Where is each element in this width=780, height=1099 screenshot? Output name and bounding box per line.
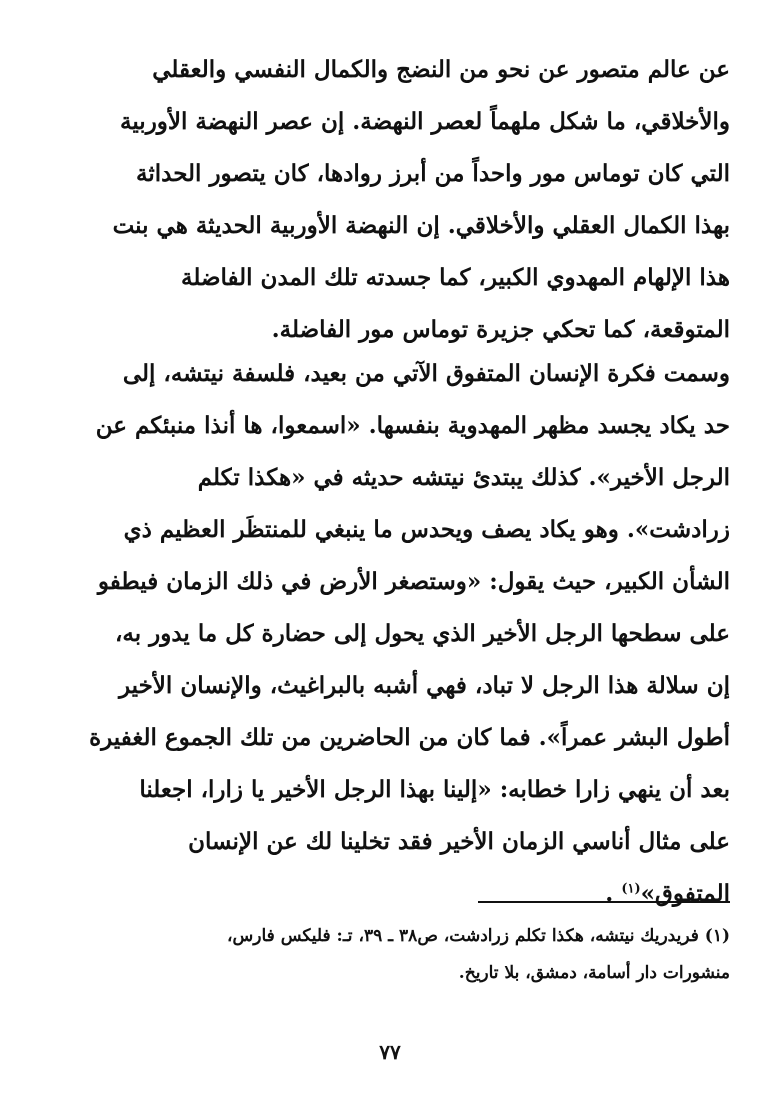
- text-line: الرجل الأخير». كذلك يبتدئ نيتشه حديثه في «هكذا تكلم: [197, 464, 730, 491]
- text-line: إن سلالة هذا الرجل لا تباد، فهي أشبه بالبراغيث، والإنسان الأخير: [118, 672, 730, 699]
- text-line: عن عالم متصور عن نحو من النضج والكمال النفسي والعقلي: [152, 56, 730, 83]
- paragraph-2: [68, 348, 730, 920]
- text-line-last: [68, 868, 730, 920]
- footnote: [68, 918, 730, 992]
- text-line: المتوقعة، كما تحكي جزيرة توماس مور الفاضلة.: [271, 316, 730, 343]
- text-line: على مثال أناسي الزمان الأخير فقد تخلينا لك عن الإنسان: [188, 828, 730, 855]
- text-line: والأخلاقي، ما شكل ملهماً لعصر النهضة. إن عصر النهضة الأوربية: [120, 108, 730, 135]
- text-line: بهذا الكمال العقلي والأخلاقي. إن النهضة الأوربية الحديثة هي بنت: [112, 212, 730, 239]
- last-line-end: .: [605, 880, 614, 907]
- text-line: على سطحها الرجل الأخير الذي يحول إلى حضارة كل ما يدور به،: [114, 620, 730, 647]
- text-line: أطول البشر عمراً». فما كان من الحاضرين من تلك الجموع الغفيرة: [89, 724, 730, 751]
- footnote-line: (١) فريدريك نيتشه، هكذا تكلم زرادشت، ص٣٨ ـ ٣٩، تـ: فليكس فارس،: [227, 926, 730, 946]
- text-line: الشأن الكبير، حيث يقول: «وستصغر الأرض في ذلك الزمان فيطفو: [97, 568, 730, 595]
- last-line-text: المتفوق»: [640, 880, 730, 907]
- paragraph-1: [68, 44, 730, 356]
- text-line: حد يكاد يجسد مظهر المهدوية بنفسها. «اسمعوا، ها أنذا منبئكم عن: [95, 412, 730, 439]
- footnote-separator: [478, 901, 730, 903]
- text-line: زرادشت». وهو يكاد يصف ويحدس ما ينبغي للمنتظَر العظيم ذي: [123, 516, 730, 543]
- text-line: التي كان توماس مور واحداً من أبرز روادها، كان يتصور الحداثة: [136, 160, 730, 187]
- footnote-line: منشورات دار أسامة، دمشق، بلا تاريخ.: [458, 963, 730, 983]
- text-line: وسمت فكرة الإنسان المتفوق الآتي من بعيد، فلسفة نيتشه، إلى: [122, 360, 730, 387]
- footnote-reference[interactable]: (١): [621, 881, 641, 897]
- text-line: بعد أن ينهي زارا خطابه: «إلينا بهذا الرجل الأخير يا زارا، اجعلنا: [139, 776, 730, 803]
- text-line: هذا الإلهام المهدوي الكبير، كما جسدته تلك المدن الفاضلة: [181, 264, 730, 291]
- page-number: ٧٧: [379, 1040, 401, 1064]
